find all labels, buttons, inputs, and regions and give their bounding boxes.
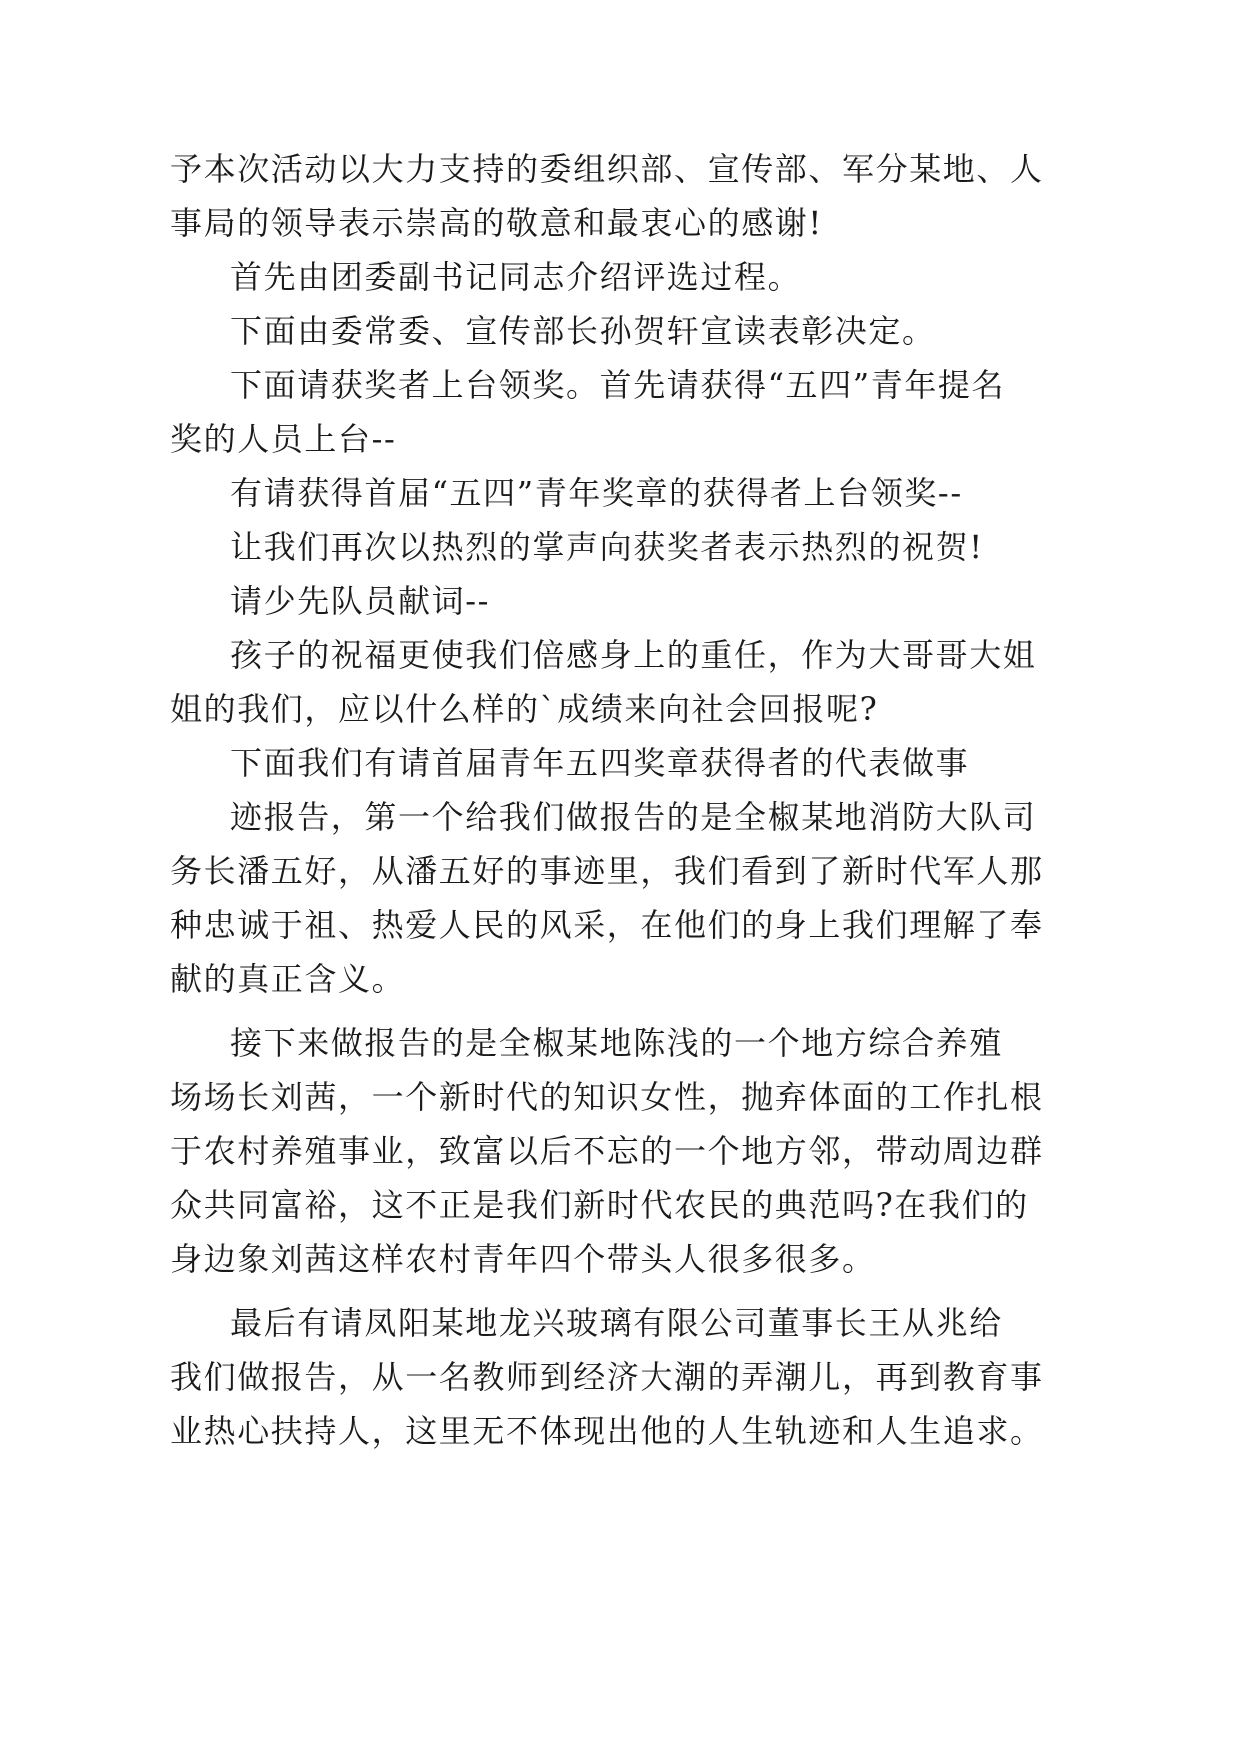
- text-line: 孩子的祝福更使我们倍感身上的重任，作为大哥哥大姐: [230, 636, 1037, 674]
- text-line: 身边象刘茜这样农村青年四个带头人很多很多。: [170, 1240, 876, 1278]
- text-line: 接下来做报告的是全椒某地陈浅的一个地方综合养殖: [230, 1024, 1003, 1062]
- text-line: 首先由团委副书记同志介绍评选过程。: [230, 258, 802, 296]
- text-line: 我们做报告，从一名教师到经济大潮的弄潮儿，再到教育事: [170, 1358, 1044, 1396]
- text-line: 事局的领导表示崇高的敬意和最衷心的感谢!: [170, 204, 823, 242]
- text-line: 最后有请凤阳某地龙兴玻璃有限公司董事长王从兆给: [230, 1304, 1003, 1342]
- text-line: 献的真正含义。: [170, 960, 406, 998]
- text-line: 业热心扶持人，这里无不体现出他的人生轨迹和人生追求。: [170, 1412, 1044, 1450]
- text-line: 种忠诚于祖、热爱人民的风采，在他们的身上我们理解了奉: [170, 906, 1044, 944]
- text-line: 姐的我们，应以什么样的`成绩来向社会回报呢?: [170, 690, 879, 728]
- text-line: 让我们再次以热烈的掌声向获奖者表示热烈的祝贺!: [230, 528, 984, 566]
- text-line: 场场长刘茜，一个新时代的知识女性，抛弃体面的工作扎根: [170, 1078, 1044, 1116]
- text-line: 于农村养殖事业，致富以后不忘的一个地方邻，带动周边群: [170, 1132, 1044, 1170]
- text-line: 予本次活动以大力支持的委组织部、宣传部、军分某地、人: [170, 150, 1044, 188]
- text-line: 务长潘五好，从潘五好的事迹里，我们看到了新时代军人那: [170, 852, 1044, 890]
- text-line: 奖的人员上台--: [170, 420, 397, 458]
- text-line: 下面由委常委、宣传部长孙贺轩宣读表彰决定。: [230, 312, 936, 350]
- text-line: 请少先队员献词--: [230, 582, 491, 620]
- text-line: 有请获得首届“五四”青年奖章的获得者上台领奖--: [230, 474, 963, 512]
- text-line: 众共同富裕，这不正是我们新时代农民的典范吗?在我们的: [170, 1186, 1029, 1224]
- text-line: 迹报告，第一个给我们做报告的是全椒某地消防大队司: [230, 798, 1037, 836]
- text-line: 下面我们有请首届青年五四奖章获得者的代表做事: [230, 744, 970, 782]
- text-line: 下面请获奖者上台领奖。首先请获得“五四”青年提名: [230, 366, 1006, 404]
